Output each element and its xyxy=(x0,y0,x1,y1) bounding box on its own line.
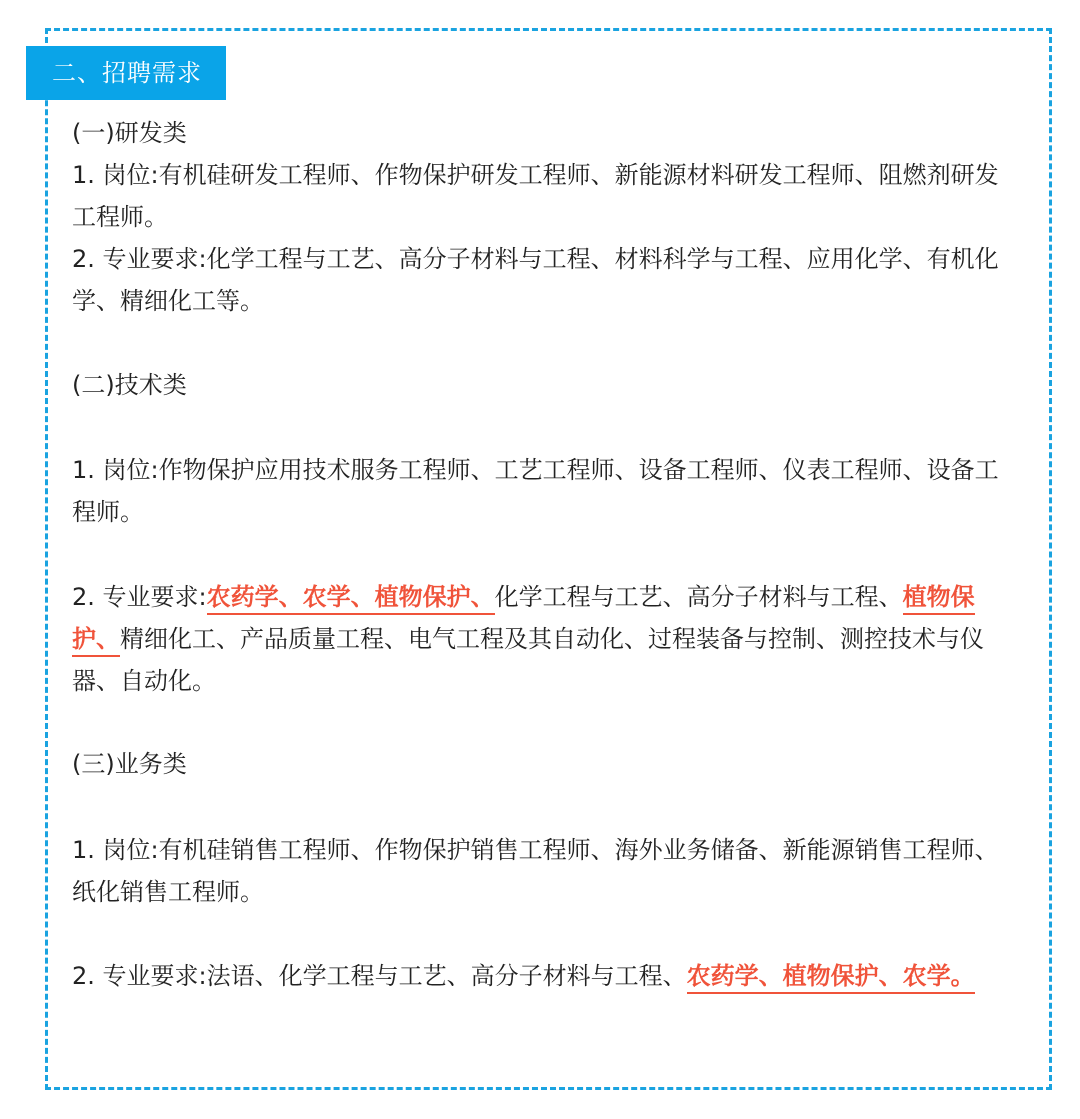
majors-biz xyxy=(72,955,1022,997)
category-heading-biz: (三)业务类 xyxy=(72,750,187,778)
majors-tech-prefix: 2. 专业要求: xyxy=(72,583,207,611)
section-title: 二、招聘需求 xyxy=(26,46,226,100)
category-heading-tech: (二)技术类 xyxy=(72,371,187,399)
majors-rd: 2. 专业要求:化学工程与工艺、高分子材料与工程、材料科学与工程、应用化学、有机化学、精细化工等。 xyxy=(72,245,999,315)
majors-tech-rest: 精细化工、产品质量工程、电气工程及其自动化、过程装备与控制、测控技术与仪器、自动化。 xyxy=(72,625,984,695)
positions-rd: 1. 岗位:有机硅研发工程师、作物保护研发工程师、新能源材料研发工程师、阻燃剂研发工程师。 xyxy=(72,161,999,231)
majors-tech-highlight-1: 农药学、农学、植物保护、 xyxy=(207,583,495,615)
majors-tech-highlight-2: 植物保护、 xyxy=(72,583,975,657)
majors-biz-prefix: 2. 专业要求:法语、化学工程与工艺、高分子材料与工程、 xyxy=(72,962,687,990)
category-heading-rd: (一)研发类 xyxy=(72,119,187,147)
majors-tech-mid: 化学工程与工艺、高分子材料与工程、 xyxy=(494,583,903,611)
majors-tech xyxy=(72,576,1022,702)
positions-tech: 1. 岗位:作物保护应用技术服务工程师、工艺工程师、设备工程师、仪表工程师、设备工程师。 xyxy=(72,456,999,526)
majors-biz-highlight: 农药学、植物保护、农学。 xyxy=(687,962,975,994)
positions-biz: 1. 岗位:有机硅销售工程师、作物保护销售工程师、海外业务储备、新能源销售工程师、纸化销售工程师。 xyxy=(72,836,999,906)
